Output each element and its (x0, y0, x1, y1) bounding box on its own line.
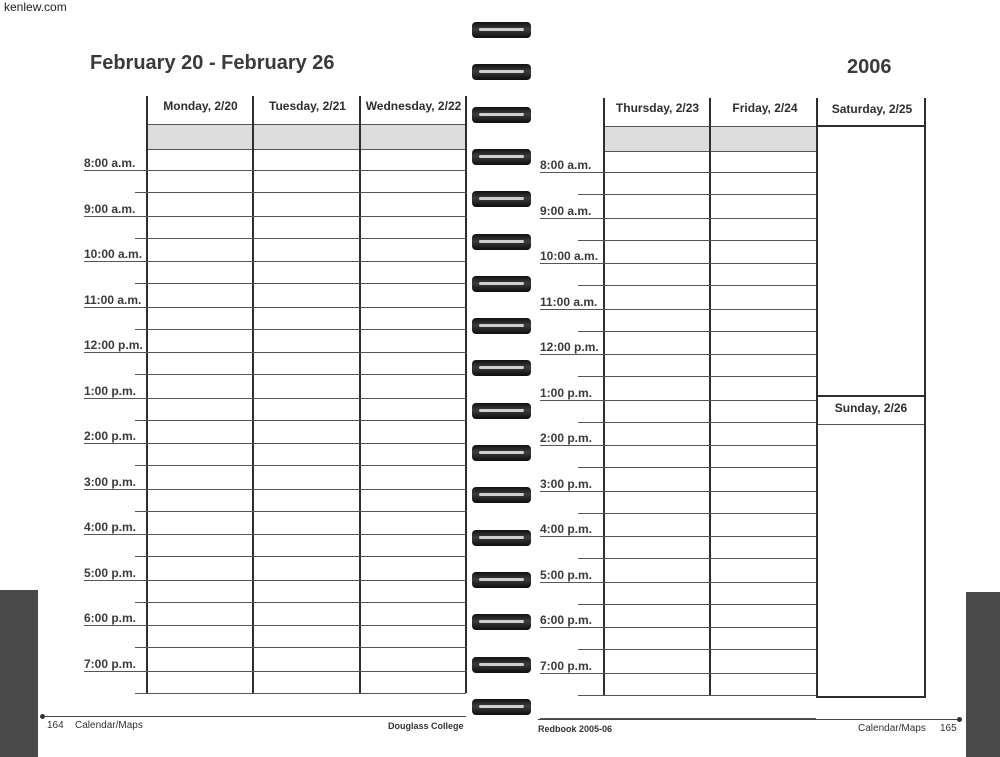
half-hour-line (578, 240, 816, 241)
right-divider (924, 98, 926, 128)
spiral-ring (472, 530, 531, 546)
spiral-ring (472, 445, 531, 461)
year-label: 2006 (847, 56, 892, 78)
left-section: Calendar/Maps (75, 720, 143, 731)
time-label: 8:00 a.m. (540, 158, 592, 172)
hour-line (540, 673, 816, 674)
time-label: 2:00 p.m. (84, 429, 137, 443)
right-page-number: 165 (940, 723, 957, 734)
half-hour-line (135, 420, 466, 421)
hour-line (540, 627, 816, 628)
time-label: 12:00 p.m. (84, 338, 143, 352)
half-hour-line (578, 331, 816, 332)
footer-dot (957, 717, 962, 722)
hour-line (84, 261, 466, 262)
spiral-ring (472, 318, 531, 334)
hour-line (84, 671, 466, 672)
weekend-divider (818, 395, 924, 397)
right-divider (709, 98, 711, 695)
half-hour-line (135, 329, 466, 330)
half-hour-line (135, 511, 466, 512)
hour-line (540, 172, 816, 173)
spiral-ring (472, 107, 531, 123)
time-label: 11:00 a.m. (540, 294, 598, 309)
spiral-ring (472, 699, 531, 715)
hour-line (540, 218, 816, 219)
half-hour-line (578, 467, 816, 468)
time-label: 7:00 p.m. (540, 658, 593, 673)
half-hour-line (578, 285, 816, 286)
left-shaded-row (148, 124, 466, 150)
time-label: 10:00 a.m. (540, 249, 599, 263)
half-hour-line (135, 192, 466, 193)
time-label: 5:00 p.m. (540, 567, 593, 582)
spiral-ring (472, 572, 531, 588)
time-label: 10:00 a.m. (84, 247, 143, 261)
day-header-monday: Monday, 2/20 (163, 99, 238, 113)
spiral-ring (472, 403, 531, 419)
hour-line (540, 400, 816, 401)
right-section: Calendar/Maps (858, 723, 926, 734)
time-label: 9:00 a.m. (540, 203, 592, 218)
hour-line (540, 263, 816, 264)
right-publisher: Redbook 2005-06 (538, 724, 613, 734)
footer-rule (538, 719, 958, 720)
half-hour-line (578, 558, 816, 559)
hour-line (540, 491, 816, 492)
left-divider (359, 96, 361, 693)
hour-line (84, 534, 466, 535)
left-dark-edge (0, 590, 38, 757)
time-label: 3:00 p.m. (540, 476, 593, 491)
half-hour-line (135, 374, 466, 375)
half-hour-line (135, 465, 466, 466)
half-hour-line (135, 693, 466, 694)
spiral-ring (472, 64, 531, 80)
left-publisher: Douglass College (388, 721, 464, 731)
time-label: 5:00 p.m. (84, 565, 137, 580)
hour-line (84, 216, 466, 217)
spiral-ring (472, 487, 531, 503)
half-hour-line (135, 238, 466, 239)
half-hour-line (578, 695, 816, 696)
spiral-ring (472, 149, 531, 165)
half-hour-line (578, 513, 816, 514)
right-divider (603, 98, 605, 695)
time-label: 1:00 p.m. (84, 383, 137, 398)
hour-line (84, 625, 466, 626)
half-hour-line (578, 604, 816, 605)
hour-line (84, 170, 466, 171)
day-header-friday: Friday, 2/24 (732, 101, 798, 115)
time-label: 3:00 p.m. (84, 474, 137, 489)
hour-line (540, 536, 816, 537)
time-label: 12:00 p.m. (540, 340, 599, 354)
day-header-sunday: Sunday, 2/26 (834, 401, 908, 415)
page-title: February 20 - February 26 (90, 52, 335, 74)
spiral-ring (472, 234, 531, 250)
hour-line (84, 398, 466, 399)
half-hour-line (135, 602, 466, 603)
half-hour-line (135, 647, 466, 648)
spiral-ring (472, 657, 531, 673)
left-divider (465, 96, 467, 693)
right-shaded-row (604, 126, 818, 152)
footer-rule (44, 716, 465, 717)
spiral-ring (472, 360, 531, 376)
right-dark-edge (966, 592, 1000, 757)
half-hour-line (578, 376, 816, 377)
spiral-ring (472, 22, 531, 38)
time-label: 2:00 p.m. (540, 431, 593, 445)
hour-line (84, 489, 466, 490)
half-hour-line (578, 422, 816, 423)
half-hour-line (578, 649, 816, 650)
time-label: 11:00 a.m. (84, 292, 142, 307)
spiral-ring (472, 614, 531, 630)
day-header-thursday: Thursday, 2/23 (615, 101, 700, 115)
hour-line (540, 309, 816, 310)
day-header-tuesday: Tuesday, 2/21 (269, 99, 346, 113)
left-page-number: 164 (47, 720, 64, 731)
half-hour-line (578, 194, 816, 195)
half-hour-line (135, 283, 466, 284)
hour-line (540, 354, 816, 355)
hour-line (84, 307, 466, 308)
time-label: 1:00 p.m. (540, 385, 593, 400)
left-divider (252, 96, 254, 693)
time-label: 7:00 p.m. (84, 656, 137, 671)
left-divider (146, 96, 148, 693)
time-label: 6:00 p.m. (84, 611, 137, 625)
time-label: 4:00 p.m. (540, 522, 593, 536)
hour-line (84, 580, 466, 581)
time-label: 9:00 a.m. (84, 201, 136, 216)
half-hour-line (135, 556, 466, 557)
spiral-ring (472, 191, 531, 207)
watermark: kenlew.com (4, 0, 67, 14)
day-header-saturday: Saturday, 2/25 (831, 102, 913, 116)
hour-line (540, 445, 816, 446)
spiral-ring (472, 276, 531, 292)
time-label: 6:00 p.m. (540, 613, 593, 627)
hour-line (84, 352, 466, 353)
weekend-divider (818, 424, 924, 425)
day-header-wednesday: Wednesday, 2/22 (365, 99, 462, 113)
time-label: 8:00 a.m. (84, 156, 136, 170)
hour-line (84, 443, 466, 444)
hour-line (540, 582, 816, 583)
time-label: 4:00 p.m. (84, 520, 137, 534)
